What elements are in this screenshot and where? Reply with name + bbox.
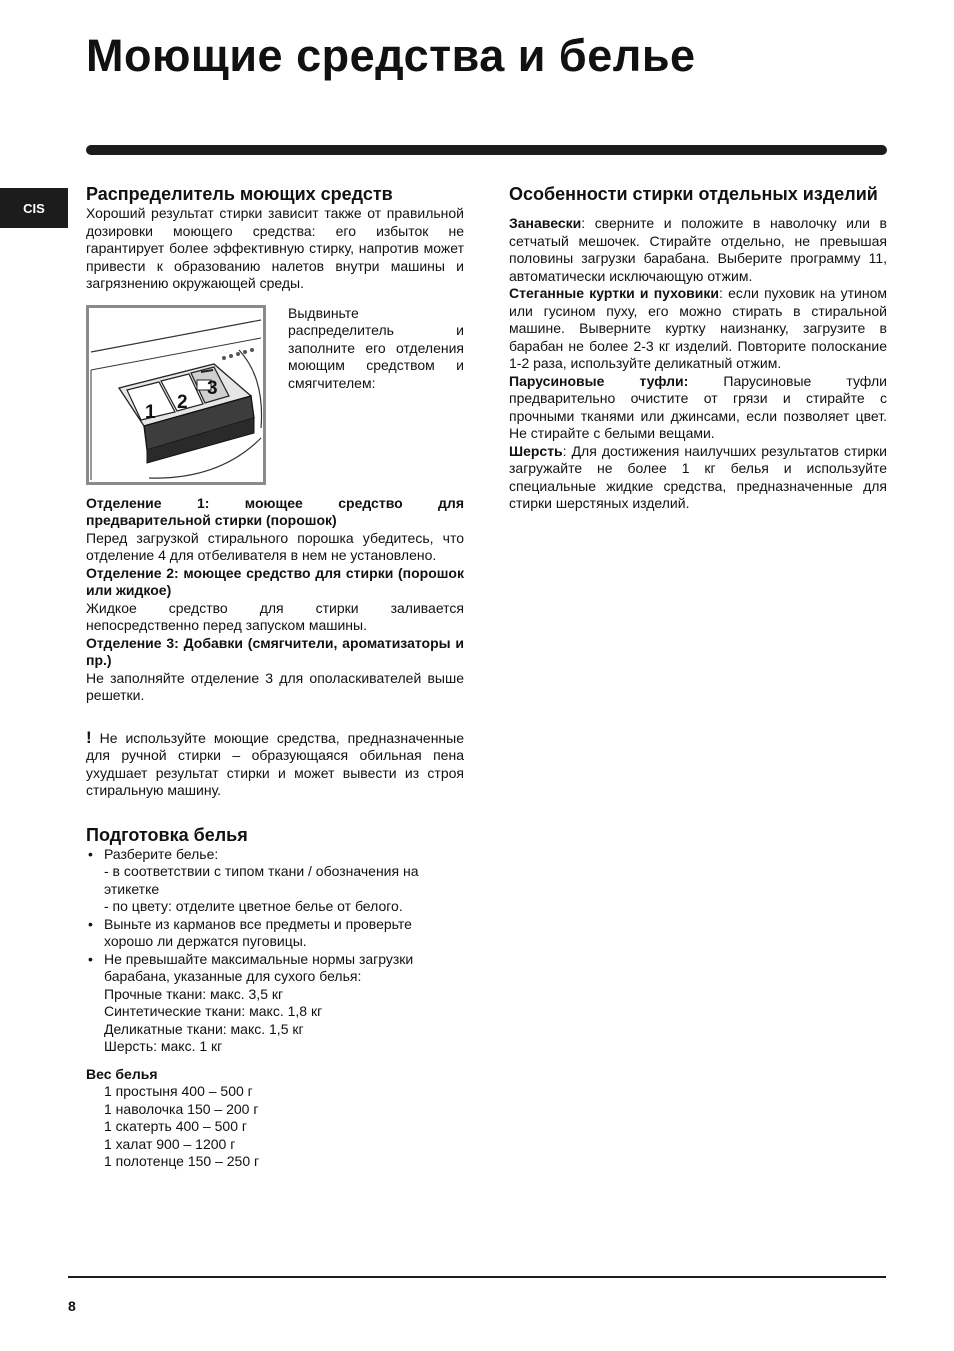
title-rule [86, 145, 887, 155]
prep-item-load: Не превышайте максимальные нормы загрузки барабана, указанные для сухого белья: [104, 950, 414, 984]
shoes-label: Парусиновые туфли: [509, 372, 689, 389]
wool-paragraph [509, 443, 887, 513]
load-limit-line: Шерсть: макс. 1 кг [104, 1038, 223, 1054]
compartment-2-text: Жидкое средство для стирки заливается непосредственно перед запуском машины. [86, 599, 464, 633]
page-number: 8 [68, 1298, 76, 1314]
compartment-3-title: Отделение 3: Добавки (смягчители, ароматизаторы и пр.) [86, 634, 464, 668]
compartment-3-label: 3 [207, 377, 218, 399]
list-item [86, 951, 464, 1056]
weight-line: 1 простыня 400 – 500 г [104, 1083, 253, 1099]
load-limit-line: Деликатные ткани: макс. 1,5 кг [104, 1020, 304, 1037]
load-limit-line: Прочные ткани: макс. 3,5 кг [104, 985, 284, 1002]
weight-line: 1 наволочка 150 – 200 г [104, 1100, 259, 1117]
curtains-text: : сверните и положите в наволочку или в сетчатый мешочек. Стирайте отдельно, не превышая половины загрузки барабана. Выберите программу 11, автоматически исключающую отжим. [509, 215, 887, 284]
prep-subitem-color: - по цвету: отделите цветное белье от белого. [104, 898, 403, 914]
prep-heading: Подготовка белья [86, 824, 248, 845]
dispenser-figure-block [86, 305, 464, 485]
load-limit-line: Синтетические ткани: макс. 1,8 кг [104, 1003, 323, 1019]
compartment-1-label: 1 [145, 401, 156, 423]
compartment-1-title: Отделение 1: моющее средство для предварительной стирки (порошок) [86, 494, 464, 528]
compartment-3-text: Не заполняйте отделение 3 для ополаскивателей выше решетки. [86, 669, 464, 703]
jackets-label: Стеганные куртки и пуховики [509, 285, 719, 301]
dispenser-heading: Распределитель моющих средств [86, 184, 393, 204]
curtains-label: Занавески [509, 215, 582, 231]
wool-text: : Для достижения наилучших результатов стирки загружайте не более 1 кг белья и используйте специальные жидкие средства, предназначенные для стирки шерстяных изделий. [509, 442, 887, 511]
footer-rule [68, 1276, 886, 1278]
right-column [509, 183, 887, 513]
jackets-text: : если пуховик на утином или гусином пуху, его можно стирать в стиральной машине. Выверните куртку наизнанку, загрузите в барабан не более 2-3 кг изделий. Повторите полоскание 1-2 раза, используйте деликатный отжим. [509, 285, 887, 371]
prep-item-sort: Разберите белье: [104, 845, 219, 862]
wool-label: Шерсть [509, 442, 563, 459]
compartment-2-label: 2 [177, 391, 188, 413]
prep-subitem-type: - в соответствии с типом ткани / обозначения на этикетке [104, 863, 419, 897]
curtains-paragraph [509, 215, 887, 285]
page-title: Моющие средства и белье [86, 30, 696, 81]
weight-line: 1 халат 900 – 1200 г [104, 1135, 236, 1152]
dispenser-intro: Хороший результат стирки зависит также от правильной дозировки моющего средства: его избыток не гарантирует более эффективную стирку, напротив может привести к образованию налетов внутри машины и загрязнению окружающей среды. [86, 205, 464, 291]
warning-note [86, 729, 464, 800]
figure-caption: Выдвиньте распределитель и заполните его отделения моющим средством и смягчителем: [288, 304, 464, 391]
list-item [86, 916, 464, 951]
language-tab: CIS [0, 188, 68, 228]
list-item [86, 846, 464, 916]
compartment-2-title: Отделение 2: моющее средство для стирки (порошок или жидкое) [86, 564, 464, 598]
prep-list [86, 846, 464, 1056]
warning-icon: ! [86, 727, 92, 747]
warning-text: Не используйте моющие средства, предназначенные для ручной стирки – образующаяся обильная пена ухудшает результат стирки и может вывести из строя стиральную машину. [86, 729, 465, 798]
compartment-1-text: Перед загрузкой стирального порошка убедитесь, что отделение 4 для отбеливателя в нем не установлено. [86, 529, 464, 563]
jackets-paragraph [509, 285, 887, 373]
prep-item-pockets: Выньте из карманов все предметы и проверьте хорошо ли держатся пуговицы. [104, 915, 412, 949]
weight-heading: Вес белья [86, 1065, 158, 1082]
shoes-text: Парусиновые туфли предварительно очистите от грязи и стирайте с прочными тканями или джинсами, если позволяет цвет. Не стирайте с белыми вещами. [509, 372, 887, 441]
weight-line: 1 скатерть 400 – 500 г [104, 1118, 247, 1134]
special-items-heading: Особенности стирки отдельных изделий [509, 184, 878, 204]
weight-list [86, 1083, 464, 1171]
dispenser-illustration [86, 305, 266, 485]
left-column [86, 183, 464, 1171]
weight-line: 1 полотенце 150 – 250 г [104, 1153, 260, 1169]
shoes-paragraph [509, 373, 887, 443]
